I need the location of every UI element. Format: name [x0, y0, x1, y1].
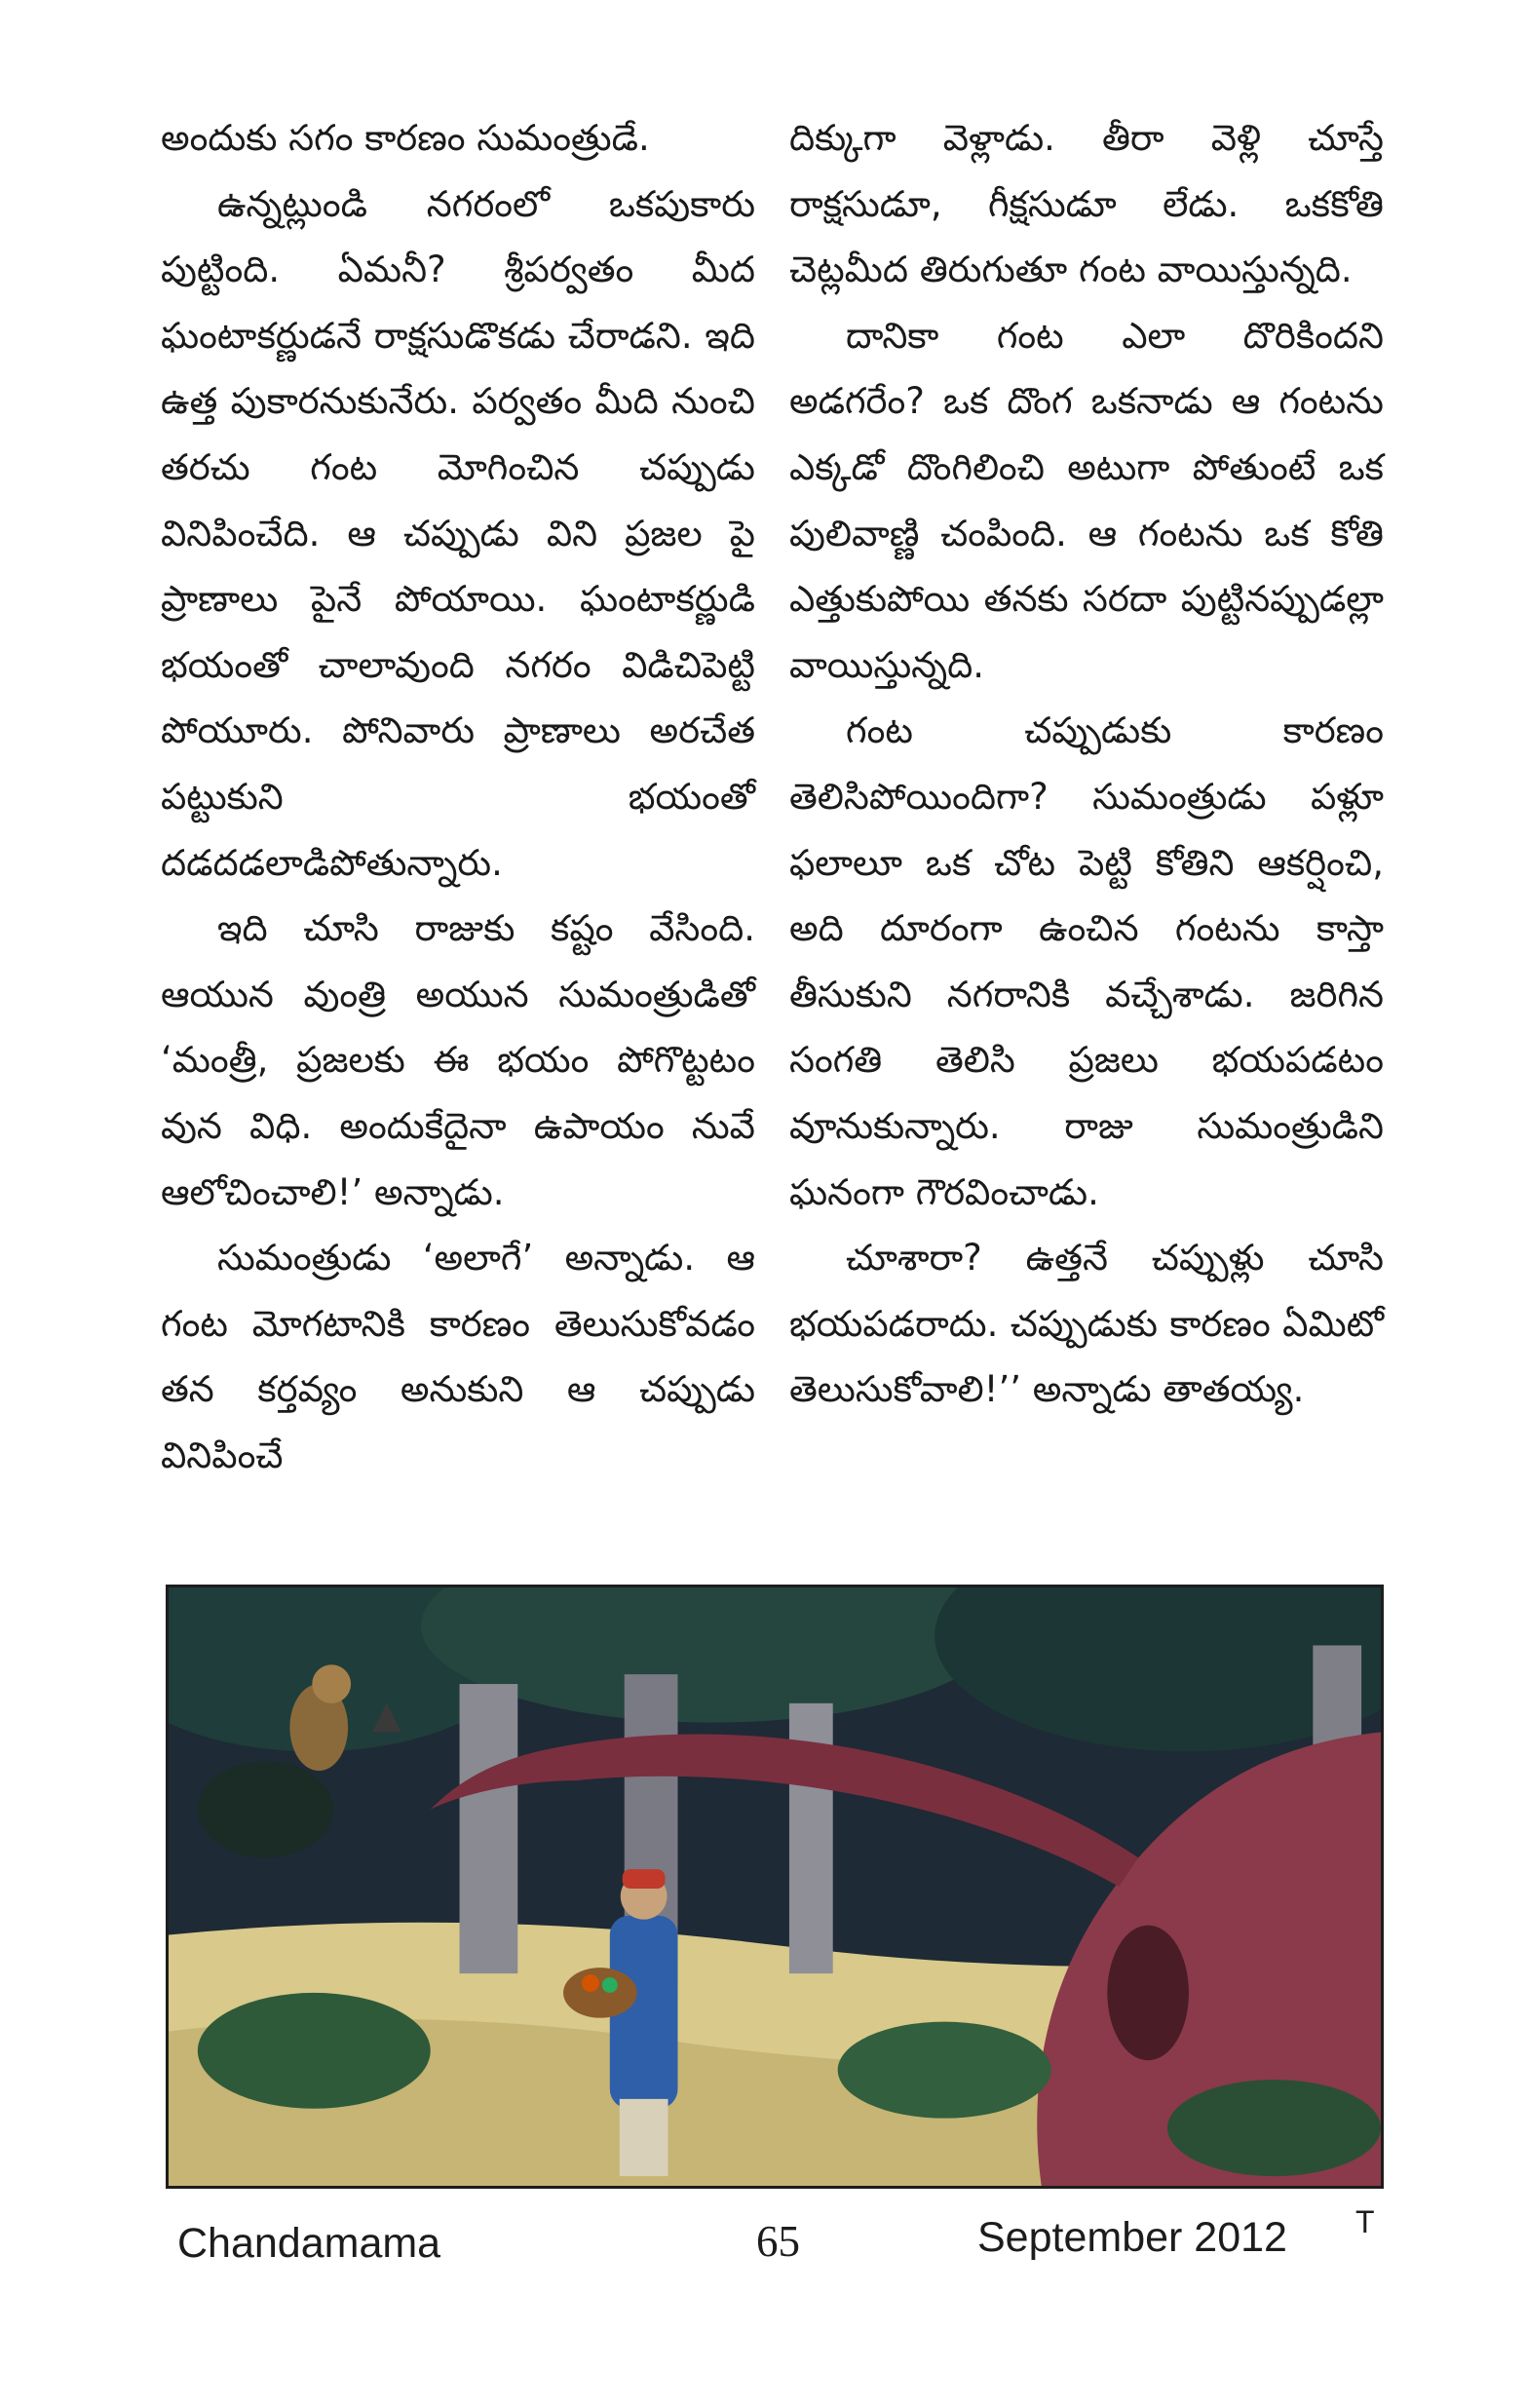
- paragraph: ఉన్నట్లుండి నగరంలో ఒకపుకారు పుట్టింది. ఏమనీ? శ్రీపర్వతం మీద ఘంటాకర్ణుడనే రాక్షసుడొకడు చేరాడని. ఇది ఉత్త పుకారనుకునేరు. పర్వతం మీది నుంచి తరచు గంట మోగించిన చప్పుడు వినిపించేది. ఆ చప్పుడు విని ప్రజల పై ప్రాణాలు పైనే పోయాయి. ఘంటాకర్ణుడి భయంతో చాలావుంది నగరం విడిచిపెట్టి పోయూరు. పోనివారు ప్రాణాలు అరచేత పట్టుకుని భయంతో దడదడలాడిపోతున్నారు.: [161, 182, 755, 884]
- fruit: [582, 1974, 599, 1992]
- monkey-head: [312, 1664, 351, 1703]
- paragraph: దానికా గంట ఎలా దొరికిందని అడగరేం? ఒక దొంగ ఒకనాడు ఆ గంటను ఎక్కడో దొంగిలించి అటుగా పోతుంటే ఒక పులివాణ్ణి చంపింది. ఆ గంటను ఒక కోతి ఎత్తుకుపోయి తనకు సరదా పుట్టినప్పుడల్లా వాయిస్తున్నది.: [789, 314, 1384, 686]
- magazine-name: Chandamama: [177, 2220, 441, 2267]
- footer-mark: T: [1355, 2204, 1375, 2239]
- paragraph: గంట చప్పుడుకు కారణం తెలిసిపోయిందిగా? సుమంత్రుడు పళ్లూ ఫలాలూ ఒక చోట పెట్టి కోతిని ఆకర్షించి, అది దూరంగా ఉంచిన గంటను కాస్తా తీసుకుని నగరానికి వచ్చేశాడు. జరిగిన సంగతి తెలిసి ప్రజలు భయపడటం వూనుకున్నారు. రాజు సుమంత్రుడిని ఘనంగా గౌరవించాడు.: [789, 709, 1384, 1213]
- fruit-basket: [563, 1968, 637, 2017]
- man-turban: [623, 1869, 666, 1889]
- paragraph: చూశారా? ఉత్తనే చప్పుళ్లు చూసి భయపడరాదు. చప్పుడుకు కారణం ఏమిటో తెలుసుకోవాలి!’’ అన్నాడు తాతయ్య.: [789, 1237, 1384, 1411]
- issue-date: September 2012: [977, 2214, 1287, 2261]
- forest-scene-illustration: [169, 1587, 1381, 2186]
- paragraph: అందుకు సగం కారణం సుమంత్రుడే.: [161, 117, 650, 159]
- bush: [838, 2022, 1051, 2119]
- bush: [198, 1993, 431, 2109]
- tree-knot: [1107, 1926, 1189, 2061]
- page-number: 65: [756, 2217, 800, 2266]
- story-illustration: [166, 1585, 1384, 2189]
- man-legs: [620, 2099, 668, 2176]
- fruit: [602, 1977, 618, 1993]
- left-column: [161, 105, 755, 1488]
- paragraph: దిక్కుగా వెళ్లాడు. తీరా వెళ్లి చూస్తే రాక్షసుడూ, గీక్షసుడూ లేడు. ఒకకోతి చెట్లమీద తిరుగుతూ గంట వాయిస్తున్నది.: [789, 117, 1384, 291]
- paragraph: సుమంత్రుడు ‘అలాగే’ అన్నాడు. ఆ గంట వెూగటానికి కారణం తెలుసుకోవడం తన కర్తవ్యం అనుకుని ఆ చప్పుడు వినిపించే: [161, 1237, 755, 1476]
- bush: [198, 1761, 333, 1857]
- tree-trunk: [460, 1684, 518, 1973]
- paragraph: ఇది చూసి రాజుకు కష్టం వేసింది. ఆయున వుంత్రి అయున సుమంత్రుడితో ‘మంత్రీ, ప్రజలకు ఈ భయం పోగొట్టటం వున విధి. అందుకేదైనా ఉపాయం నువే ఆలోచించాలి!’ అన్నాడు.: [161, 907, 755, 1213]
- bush: [1167, 2080, 1381, 2176]
- right-column: [789, 105, 1384, 1423]
